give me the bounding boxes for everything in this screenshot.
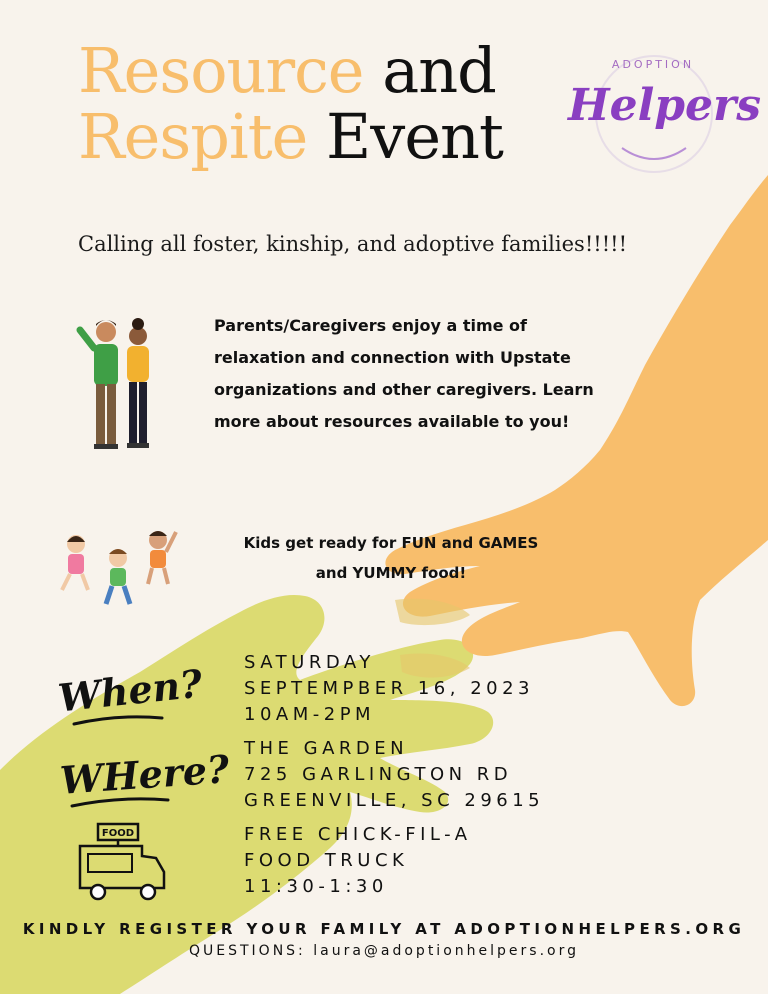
when-label: When? [56,660,205,721]
title-respite: Respite [78,100,308,173]
when-details [244,650,534,728]
where-city: GREENVILLE, SC 29615 [244,790,545,811]
tagline: Calling all foster, kinship, and adoptive families!!!!! [78,232,628,256]
when-day: SATURDAY [244,652,375,673]
food-details [244,822,472,900]
kids-line-1: Kids get ready for FUN and GAMES [243,534,539,552]
questions-contact: QUESTIONS: laura@adoptionhelpers.org [189,943,579,959]
title-resource: Resource [78,34,364,107]
where-label: WHere? [58,746,231,803]
where-underline [70,794,170,810]
food-line-1: FREE CHICK-FIL-A [244,824,472,845]
where-street: 725 GARLINGTON RD [244,764,513,785]
where-details [244,736,544,814]
food-line-3: 11:30-1:30 [244,876,388,897]
event-title [78,34,503,173]
register-callout: KINDLY REGISTER YOUR FAMILY AT ADOPTIONHELPERS.ORG [22,920,746,938]
adoption-helpers-logo [568,50,761,180]
kids-illustration-icon [54,524,180,610]
logo-main-text: Helpers [568,80,761,131]
when-date: SEPTEMPBER 16, 2023 [244,678,535,699]
when-time: 10AM-2PM [244,704,376,725]
title-event: Event [307,100,503,173]
when-underline [72,712,164,728]
kids-line-2: and YUMMY food! [315,564,467,582]
kids-description [200,528,582,588]
logo-top-text: ADOPTION [611,58,695,71]
food-sign-text: FOOD [101,828,135,839]
food-line-2: FOOD TRUCK [244,850,409,871]
where-venue: THE GARDEN [244,738,409,759]
food-truck-icon [76,822,168,906]
title-and: and [363,34,496,107]
parents-illustration-icon [72,312,164,460]
parents-description: Parents/Caregivers enjoy a time of relaxation and connection with Upstate organizations and other caregivers. Learn more about resources available to you! [214,316,594,431]
